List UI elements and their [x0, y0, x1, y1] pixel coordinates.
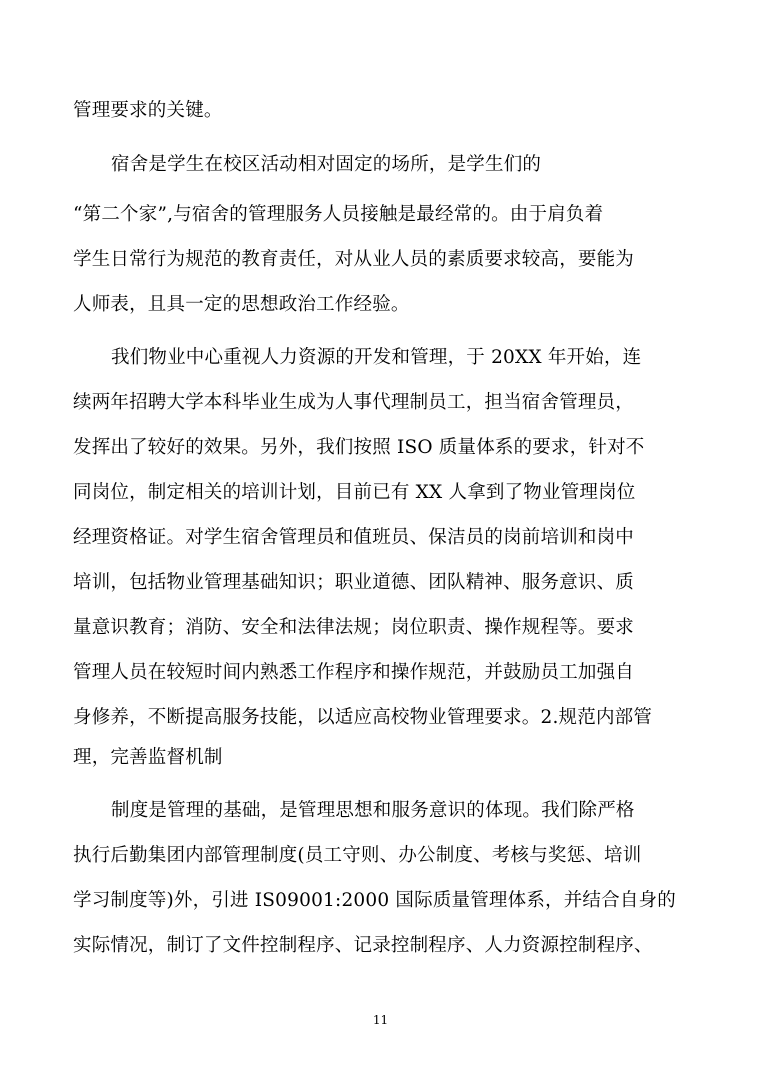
paragraph-5-line-2: 执行后勤集团内部管理制度(员工守则、办公制度、考核与奖惩、培训 [73, 845, 642, 866]
paragraph-4-line-3: 发挥出了较好的效果。另外，我们按照 ISO 质量体系的要求，针对不 [73, 437, 645, 458]
page-number: 11 [372, 1013, 389, 1027]
paragraph-4-line-1: 我们物业中心重视人力资源的开发和管理，于 20XX 年开始，连 [111, 347, 642, 368]
paragraph-5-line-3: 学习制度等)外，引进 IS09001:2000 国际质量管理体系，并结合自身的 [73, 890, 676, 911]
paragraph-4-line-6: 培训，包括物业管理基础知识；职业道德、团队精神、服务意识、质 [73, 572, 635, 593]
paragraph-5-line-4: 实际情况，制订了文件控制程序、记录控制程序、人力资源控制程序、 [73, 935, 653, 956]
paragraph-3-line-1: “第二个家”,与宿舍的管理服务人员接触是最经常的。由于肩负着 [73, 204, 604, 225]
paragraph-4-line-2: 续两年招聘大学本科毕业生成为人事代理制员工，担当宿舍管理员， [73, 392, 635, 413]
paragraph-4-line-4: 同岗位，制定相关的培训计划，目前已有 XX 人拿到了物业管理岗位 [73, 482, 636, 503]
paragraph-3-line-3: 人师表，且具一定的思想政治工作经验。 [73, 294, 410, 315]
paragraph-4-line-10: 理，完善监督机制 [73, 747, 223, 768]
paragraph-5-line-1: 制度是管理的基础，是管理思想和服务意识的体现。我们除严格 [111, 800, 635, 821]
paragraph-4-line-9: 身修养，不断提高服务技能，以适应高校物业管理要求。2.规范内部管 [73, 707, 653, 728]
paragraph-4-line-5: 经理资格证。对学生宿舍管理员和值班员、保洁员的岗前培训和岗中 [73, 527, 635, 548]
paragraph-3-line-2: 学生日常行为规范的教育责任，对从业人员的素质要求较高，要能为 [73, 249, 635, 270]
paragraph-4-line-8: 管理人员在较短时间内熟悉工作程序和操作规范，并鼓励员工加强自 [73, 662, 635, 683]
paragraph-1-line-1: 管理要求的关键。 [73, 100, 223, 121]
paragraph-4-line-7: 量意识教育；消防、安全和法律法规；岗位职责、操作规程等。要求 [73, 617, 635, 638]
paragraph-2-line-1: 宿舍是学生在校区活动相对固定的场所，是学生们的 [111, 154, 542, 175]
